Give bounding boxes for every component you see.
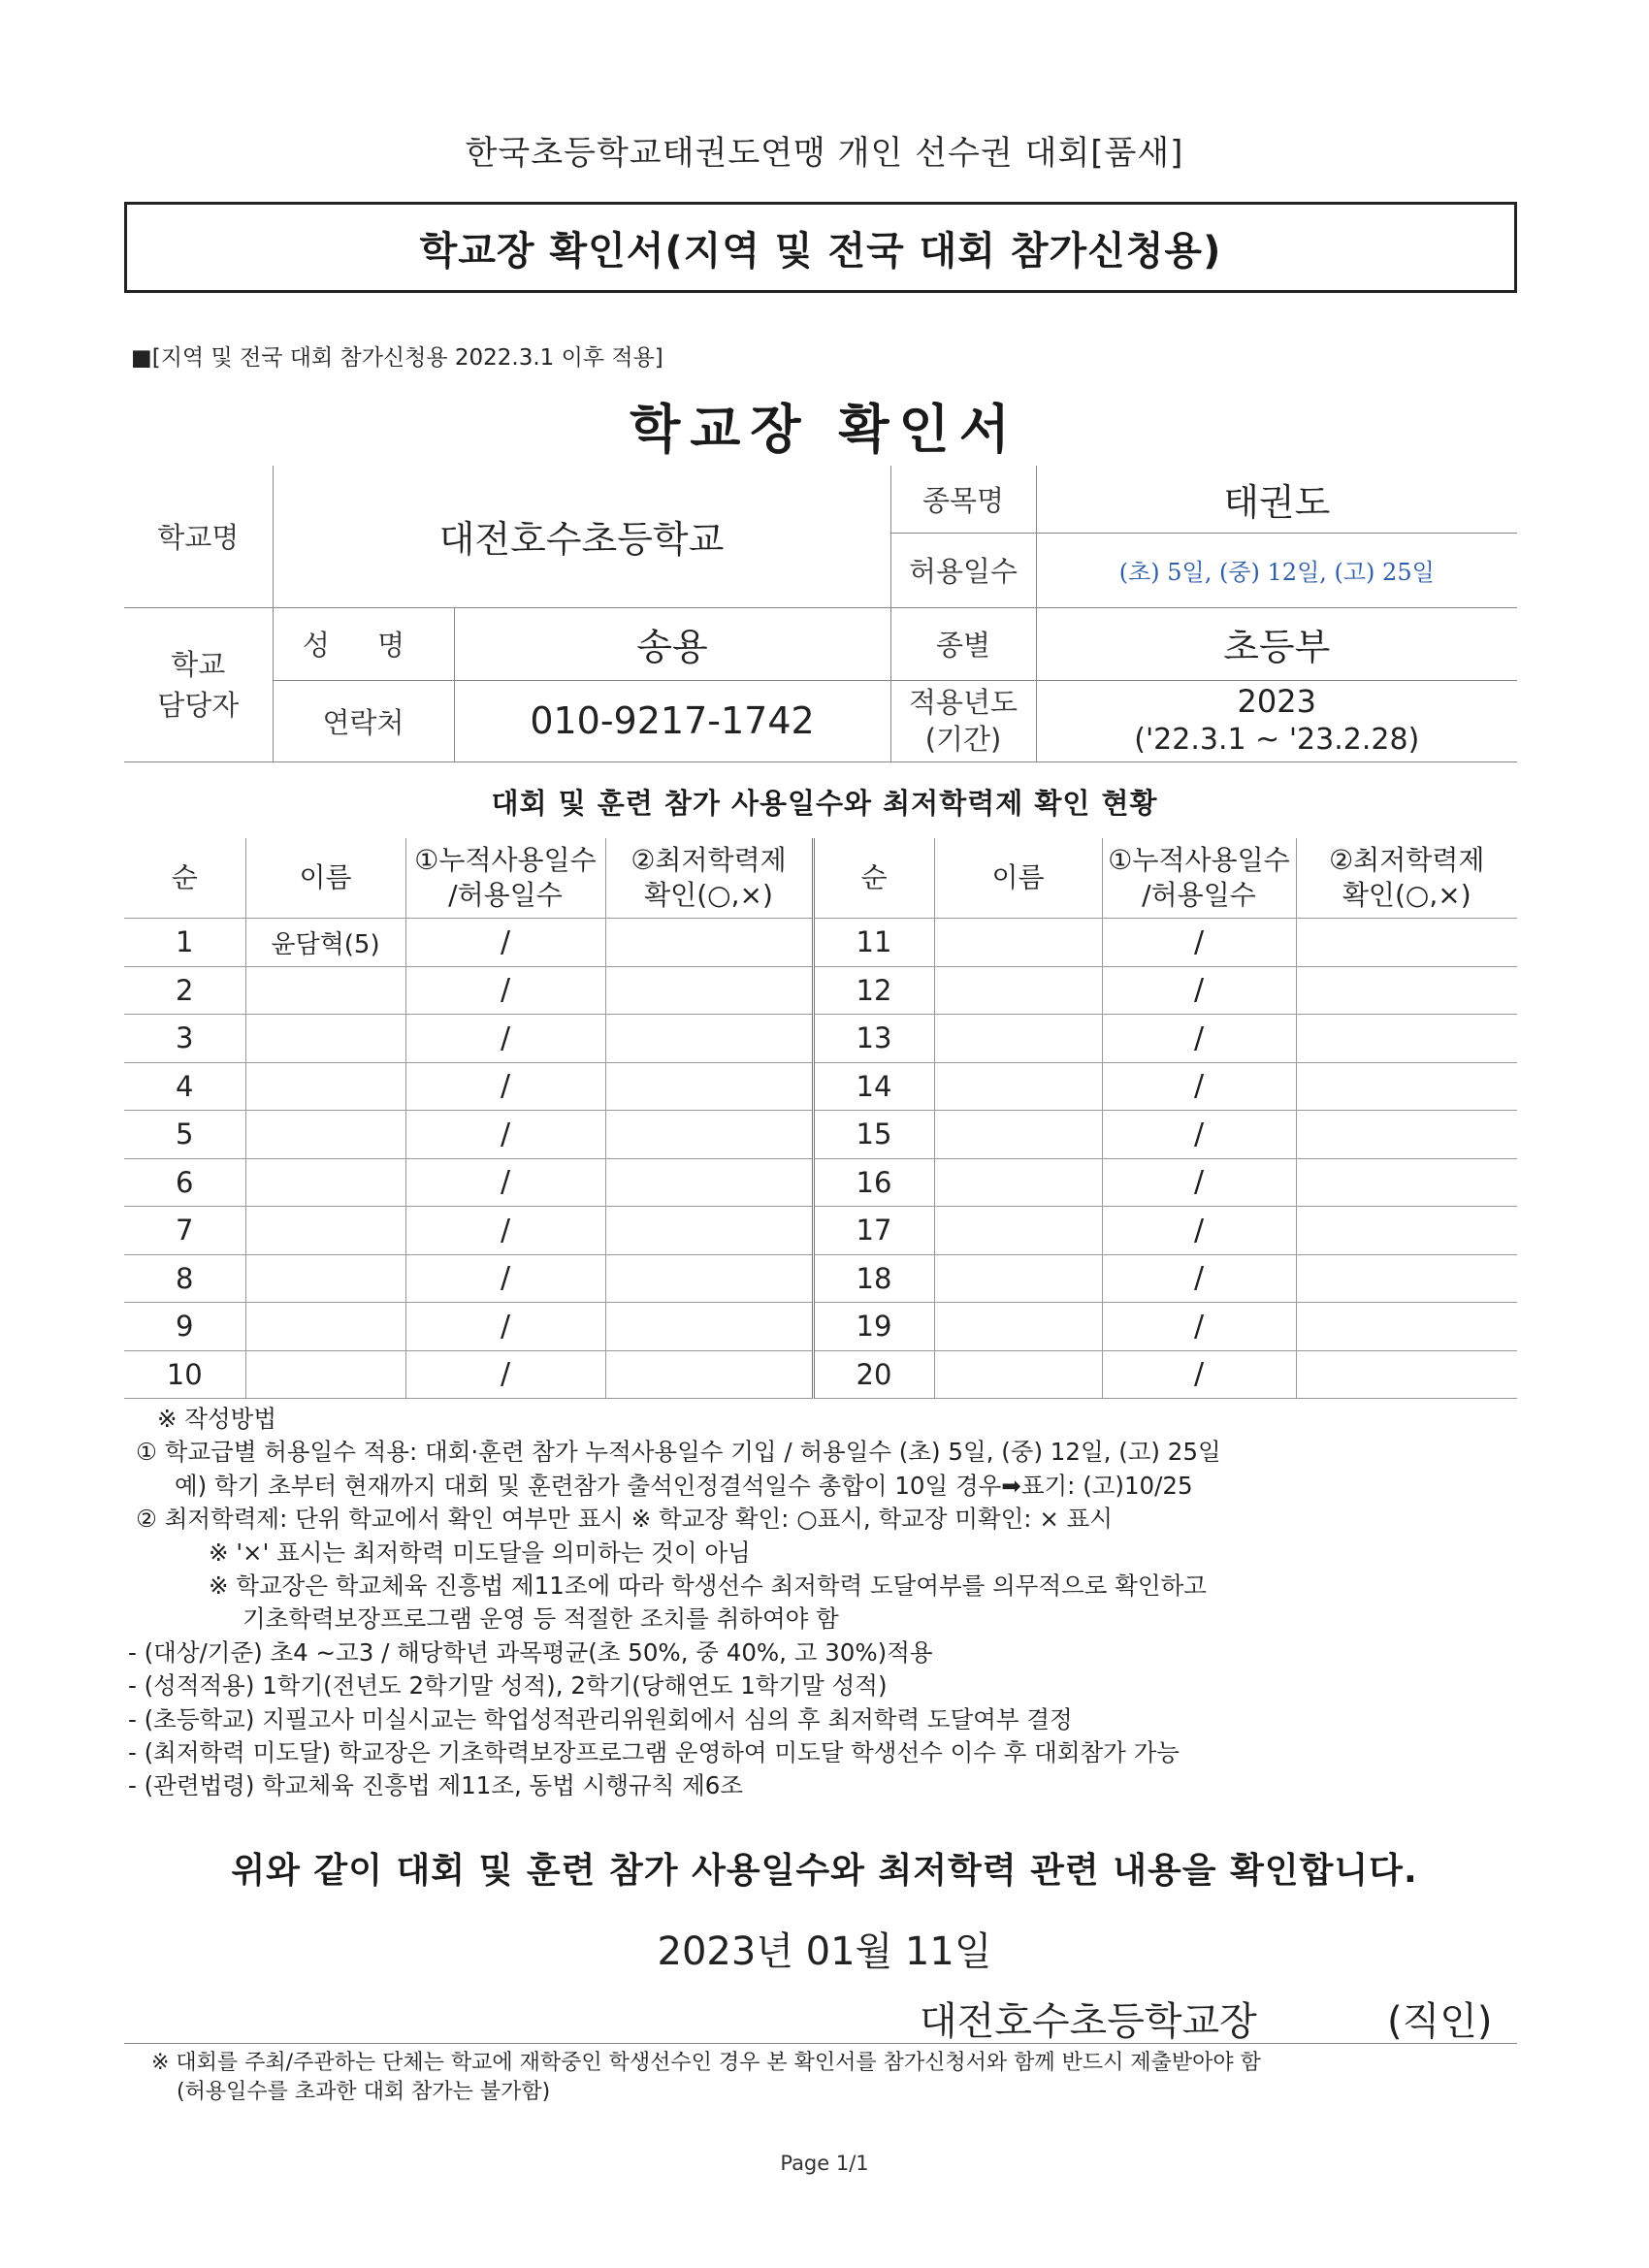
detail-5: - (관련법령) 학교체육 진흥법 제11조, 동법 시행규칙 제6조 xyxy=(128,1771,744,1800)
row-no: 1 xyxy=(124,919,245,967)
row-check xyxy=(1296,966,1517,1015)
row-days: / xyxy=(1102,919,1296,967)
division-label: 종별 xyxy=(890,607,1036,680)
table-row xyxy=(124,1350,1517,1399)
competition-title: 한국초등학교태권도연맹 개인 선수권 대회[품새] xyxy=(465,134,1184,173)
row-days: / xyxy=(1102,1303,1296,1351)
row-days: / xyxy=(405,1062,605,1111)
instructions xyxy=(128,1403,1523,1803)
row-name xyxy=(934,1158,1102,1207)
row-check xyxy=(605,966,813,1015)
row-no: 19 xyxy=(813,1303,934,1351)
row-no: 14 xyxy=(813,1062,934,1111)
detail-1: - (대상/기준) 초4 ~고3 / 해당학년 과목평균(초 50%, 중 40%, 고 30%)적용 xyxy=(128,1637,933,1667)
row-days: / xyxy=(1102,1350,1296,1399)
main-title: 학교장 확인서 xyxy=(630,399,1019,460)
row-days: / xyxy=(1102,1158,1296,1207)
row-days: / xyxy=(405,1158,605,1207)
row-check xyxy=(605,1207,813,1255)
row-days: / xyxy=(405,1303,605,1351)
table-row xyxy=(124,1207,1517,1255)
row-days: / xyxy=(1102,1062,1296,1111)
note-2-c: 기초학력보장프로그램 운영 등 적절한 조치를 취하여야 함 xyxy=(242,1604,839,1634)
note-2: ② 최저학력제: 단위 학교에서 확인 여부만 표시 ※ 학교장 확인: ○표시, 학교장 미확인: × 표시 xyxy=(136,1505,1113,1534)
table-row xyxy=(124,919,1517,967)
row-name xyxy=(934,966,1102,1015)
note-1-example: 예) 학기 초부터 현재까지 대회 및 훈련참가 출석인정결석일수 총합이 10일 경우➡표기: (고)10/25 xyxy=(175,1471,1193,1500)
row-check xyxy=(1296,1207,1517,1255)
allowed-days-value: (초) 5일, (중) 12일, (고) 25일 xyxy=(1036,533,1517,607)
table-row xyxy=(124,966,1517,1015)
row-days: / xyxy=(1102,1254,1296,1303)
footer-line-2: (허용일수를 초과한 대회 참가는 불가함) xyxy=(177,2080,551,2104)
event-label: 종목명 xyxy=(890,466,1036,533)
row-no: 6 xyxy=(124,1158,245,1207)
school-name: 대전호수초등학교 xyxy=(273,466,890,607)
row-no: 7 xyxy=(124,1207,245,1255)
header-no: 순 xyxy=(124,838,245,919)
confirmation-statement: 위와 같이 대회 및 훈련 참가 사용일수와 최저학력 관련 내용을 확인합니다. xyxy=(231,1851,1418,1891)
phone-value: 010-9217-1742 xyxy=(454,680,890,761)
row-no: 3 xyxy=(124,1015,245,1063)
row-name xyxy=(934,1015,1102,1063)
table-row xyxy=(124,1015,1517,1063)
row-name xyxy=(934,1303,1102,1351)
contact-label: 학교 담당자 xyxy=(124,607,273,761)
row-check xyxy=(605,1303,813,1351)
row-name: 윤담혁(5) xyxy=(245,919,405,967)
section-title: 대회 및 훈련 참가 사용일수와 최저학력제 확인 현황 xyxy=(491,787,1158,820)
row-name xyxy=(245,966,405,1015)
signer-name: 대전호수초등학교장 xyxy=(920,1999,1257,2044)
row-name xyxy=(245,1254,405,1303)
row-check xyxy=(605,1158,813,1207)
row-name xyxy=(934,1350,1102,1399)
period-value: ('22.3.1 ~ '23.2.28) xyxy=(1134,723,1420,757)
row-days: / xyxy=(1102,1207,1296,1255)
detail-3: - (초등학교) 지필고사 미실시교는 학업성적관리위원회에서 심의 후 최저학력 도달여부 결정 xyxy=(128,1704,1073,1733)
table-row xyxy=(124,1111,1517,1159)
row-name xyxy=(934,1207,1102,1255)
row-days: / xyxy=(1102,1111,1296,1159)
year-cell xyxy=(1036,680,1517,761)
header-no: 순 xyxy=(813,838,934,919)
event-value: 태권도 xyxy=(1036,466,1517,533)
note-1: ① 학교급별 허용일수 적용: 대회·훈련 참가 누적사용일수 기입 / 허용일수 (초) 5일, (중) 12일, (고) 25일 xyxy=(136,1438,1221,1467)
info-table xyxy=(124,466,1517,762)
header-name: 이름 xyxy=(934,838,1102,919)
table-row xyxy=(124,1254,1517,1303)
phone-label: 연락처 xyxy=(273,680,454,761)
table-row xyxy=(124,1303,1517,1351)
row-check xyxy=(605,919,813,967)
notes-heading: ※ 작성방법 xyxy=(157,1405,276,1433)
row-name xyxy=(245,1015,405,1063)
row-days: / xyxy=(405,919,605,967)
row-no: 5 xyxy=(124,1111,245,1159)
row-no: 16 xyxy=(813,1158,934,1207)
header-name: 이름 xyxy=(245,838,405,919)
row-name xyxy=(245,1062,405,1111)
row-check xyxy=(605,1350,813,1399)
table-header-row xyxy=(124,838,1517,919)
table-row xyxy=(124,1158,1517,1207)
row-check xyxy=(1296,1254,1517,1303)
name-value: 송용 xyxy=(454,607,890,680)
row-name xyxy=(245,1350,405,1399)
detail-2: - (성적적용) 1학기(전년도 2학기말 성적), 2학기(당해연도 1학기말 성적) xyxy=(128,1671,888,1701)
year-value: 2023 xyxy=(1237,683,1316,720)
row-check xyxy=(605,1254,813,1303)
document-title-box xyxy=(124,202,1517,293)
apply-note: ■[지역 및 전국 대회 참가신청용 2022.3.1 이후 적용] xyxy=(131,345,663,371)
row-no: 2 xyxy=(124,966,245,1015)
row-check xyxy=(1296,1111,1517,1159)
header-days: ①누적사용일수 /허용일수 xyxy=(405,838,605,919)
row-no: 11 xyxy=(813,919,934,967)
row-name xyxy=(245,1111,405,1159)
row-no: 10 xyxy=(124,1350,245,1399)
year-label: 적용년도 (기간) xyxy=(890,680,1036,761)
row-days: / xyxy=(405,1207,605,1255)
row-days: / xyxy=(405,966,605,1015)
row-name xyxy=(245,1207,405,1255)
row-name xyxy=(934,1254,1102,1303)
row-days: / xyxy=(405,1015,605,1063)
note-2-a: ※ '×' 표시는 최저학력 미도달을 의미하는 것이 아님 xyxy=(209,1538,751,1567)
row-name xyxy=(934,1062,1102,1111)
official-seal: (직인) xyxy=(1387,1999,1493,2044)
row-no: 9 xyxy=(124,1303,245,1351)
row-days: / xyxy=(405,1350,605,1399)
row-name xyxy=(934,919,1102,967)
row-check xyxy=(1296,919,1517,967)
row-days: / xyxy=(1102,966,1296,1015)
row-name xyxy=(934,1111,1102,1159)
page-number: Page 1/1 xyxy=(780,2152,869,2175)
footer-line-1: ※ 대회를 주최/주관하는 단체는 학교에 재학중인 학생선수인 경우 본 확인서를 참가신청서와 함께 반드시 제출받아야 함 xyxy=(151,2051,1261,2075)
row-check xyxy=(605,1062,813,1111)
row-days: / xyxy=(1102,1015,1296,1063)
header-days: ①누적사용일수 /허용일수 xyxy=(1102,838,1296,919)
row-check xyxy=(1296,1015,1517,1063)
footer-note xyxy=(151,2049,1519,2107)
row-no: 13 xyxy=(813,1015,934,1063)
row-no: 15 xyxy=(813,1111,934,1159)
allowed-days-label: 허용일수 xyxy=(890,533,1036,607)
row-check xyxy=(1296,1158,1517,1207)
row-no: 17 xyxy=(813,1207,934,1255)
row-days: / xyxy=(405,1111,605,1159)
row-check xyxy=(1296,1062,1517,1111)
table-row xyxy=(124,1062,1517,1111)
row-check xyxy=(1296,1350,1517,1399)
row-check xyxy=(1296,1303,1517,1351)
note-2-b: ※ 학교장은 학교체육 진흥법 제11조에 따라 학생선수 최저학력 도달여부를 의무적으로 확인하고 xyxy=(209,1571,1207,1601)
row-no: 12 xyxy=(813,966,934,1015)
divider xyxy=(124,2043,1517,2044)
row-check xyxy=(605,1111,813,1159)
row-no: 20 xyxy=(813,1350,934,1399)
header-check: ②최저학력제 확인(○,×) xyxy=(605,838,813,919)
row-name xyxy=(245,1158,405,1207)
row-no: 4 xyxy=(124,1062,245,1111)
school-label: 학교명 xyxy=(124,466,273,607)
detail-4: - (최저학력 미도달) 학교장은 기초학력보장프로그램 운영하여 미도달 학생선수 이수 후 대회참가 가능 xyxy=(128,1738,1180,1767)
row-check xyxy=(605,1015,813,1063)
division-value: 초등부 xyxy=(1036,607,1517,680)
row-no: 8 xyxy=(124,1254,245,1303)
issue-date: 2023년 01월 11일 xyxy=(657,1929,992,1974)
row-no: 18 xyxy=(813,1254,934,1303)
row-days: / xyxy=(405,1254,605,1303)
header-check: ②최저학력제 확인(○,×) xyxy=(1296,838,1517,919)
row-name xyxy=(245,1303,405,1351)
document-title: 학교장 확인서(지역 및 전국 대회 참가신청용) xyxy=(419,228,1222,274)
name-label: 성 명 xyxy=(273,607,454,680)
usage-table xyxy=(124,838,1517,1399)
